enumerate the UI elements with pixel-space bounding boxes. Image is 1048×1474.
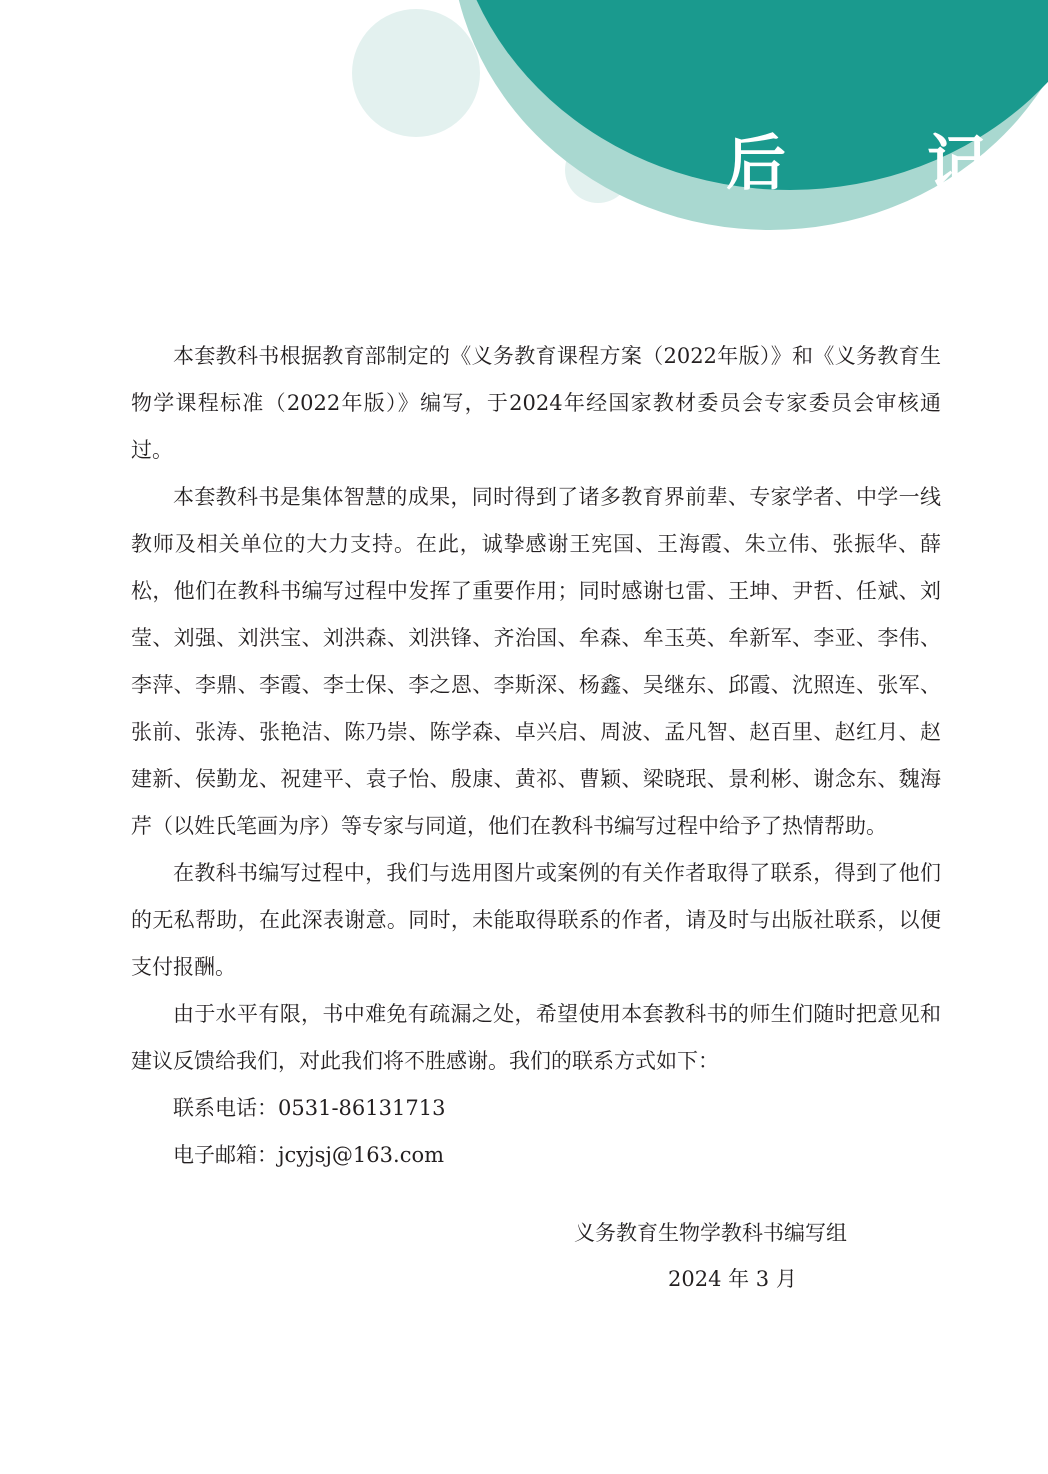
signature-org: 义务教育生物学教科书编写组	[574, 1221, 847, 1245]
signature-block	[560, 1210, 900, 1302]
afterword-body	[131, 333, 941, 1179]
bubble-large	[352, 9, 480, 137]
paragraph-source: 本套教科书根据教育部制定的《义务教育课程方案（2022年版）》和《义务教育生物学课程标准（2022年版）》编写，于2024年经国家教材委员会专家委员会审核通过。	[131, 344, 941, 462]
page-title: 后 记	[726, 129, 1047, 199]
paragraph-feedback: 由于水平有限，书中难免有疏漏之处，希望使用本套教科书的师生们随时把意见和建议反馈给我们，对此我们将不胜感谢。我们的联系方式如下：	[131, 1002, 941, 1073]
paragraph-image-credits: 在教科书编写过程中，我们与选用图片或案例的有关作者取得了联系，得到了他们的无私帮助，在此深表谢意。同时，未能取得联系的作者，请及时与出版社联系，以便支付报酬。	[131, 861, 941, 979]
signature-date: 2024 年 3 月	[668, 1267, 797, 1291]
paragraph-acknowledgements: 本套教科书是集体智慧的成果，同时得到了诸多教育界前辈、专家学者、中学一线教师及相关单位的大力支持。在此，诚挚感谢王宪国、王海霞、朱立伟、张振华、薛松，他们在教科书编写过程中发挥了重要作用；同时感谢乜雷、王坤、尹哲、任斌、刘莹、刘强、刘洪宝、刘洪森、刘洪锋、齐治国、牟森、牟玉英、牟新军、李亚、李伟、李萍、李鼎、李霞、李士保、李之恩、李斯深、杨鑫、吴继东、邱霞、沈照连、张军、张前、张涛、张艳洁、陈乃崇、陈学森、卓兴启、周波、孟凡智、赵百里、赵红月、赵建新、侯勤龙、祝建平、袁子怡、殷康、黄祁、曹颖、梁晓珉、景利彬、谢念东、魏海芹（以姓氏笔画为序）等专家与同道，他们在教科书编写过程中给予了热情帮助。	[131, 485, 941, 838]
contact-phone: 联系电话：0531-86131713	[173, 1096, 446, 1120]
contact-email: 电子邮箱：jcyjsj@163.com	[173, 1143, 445, 1167]
